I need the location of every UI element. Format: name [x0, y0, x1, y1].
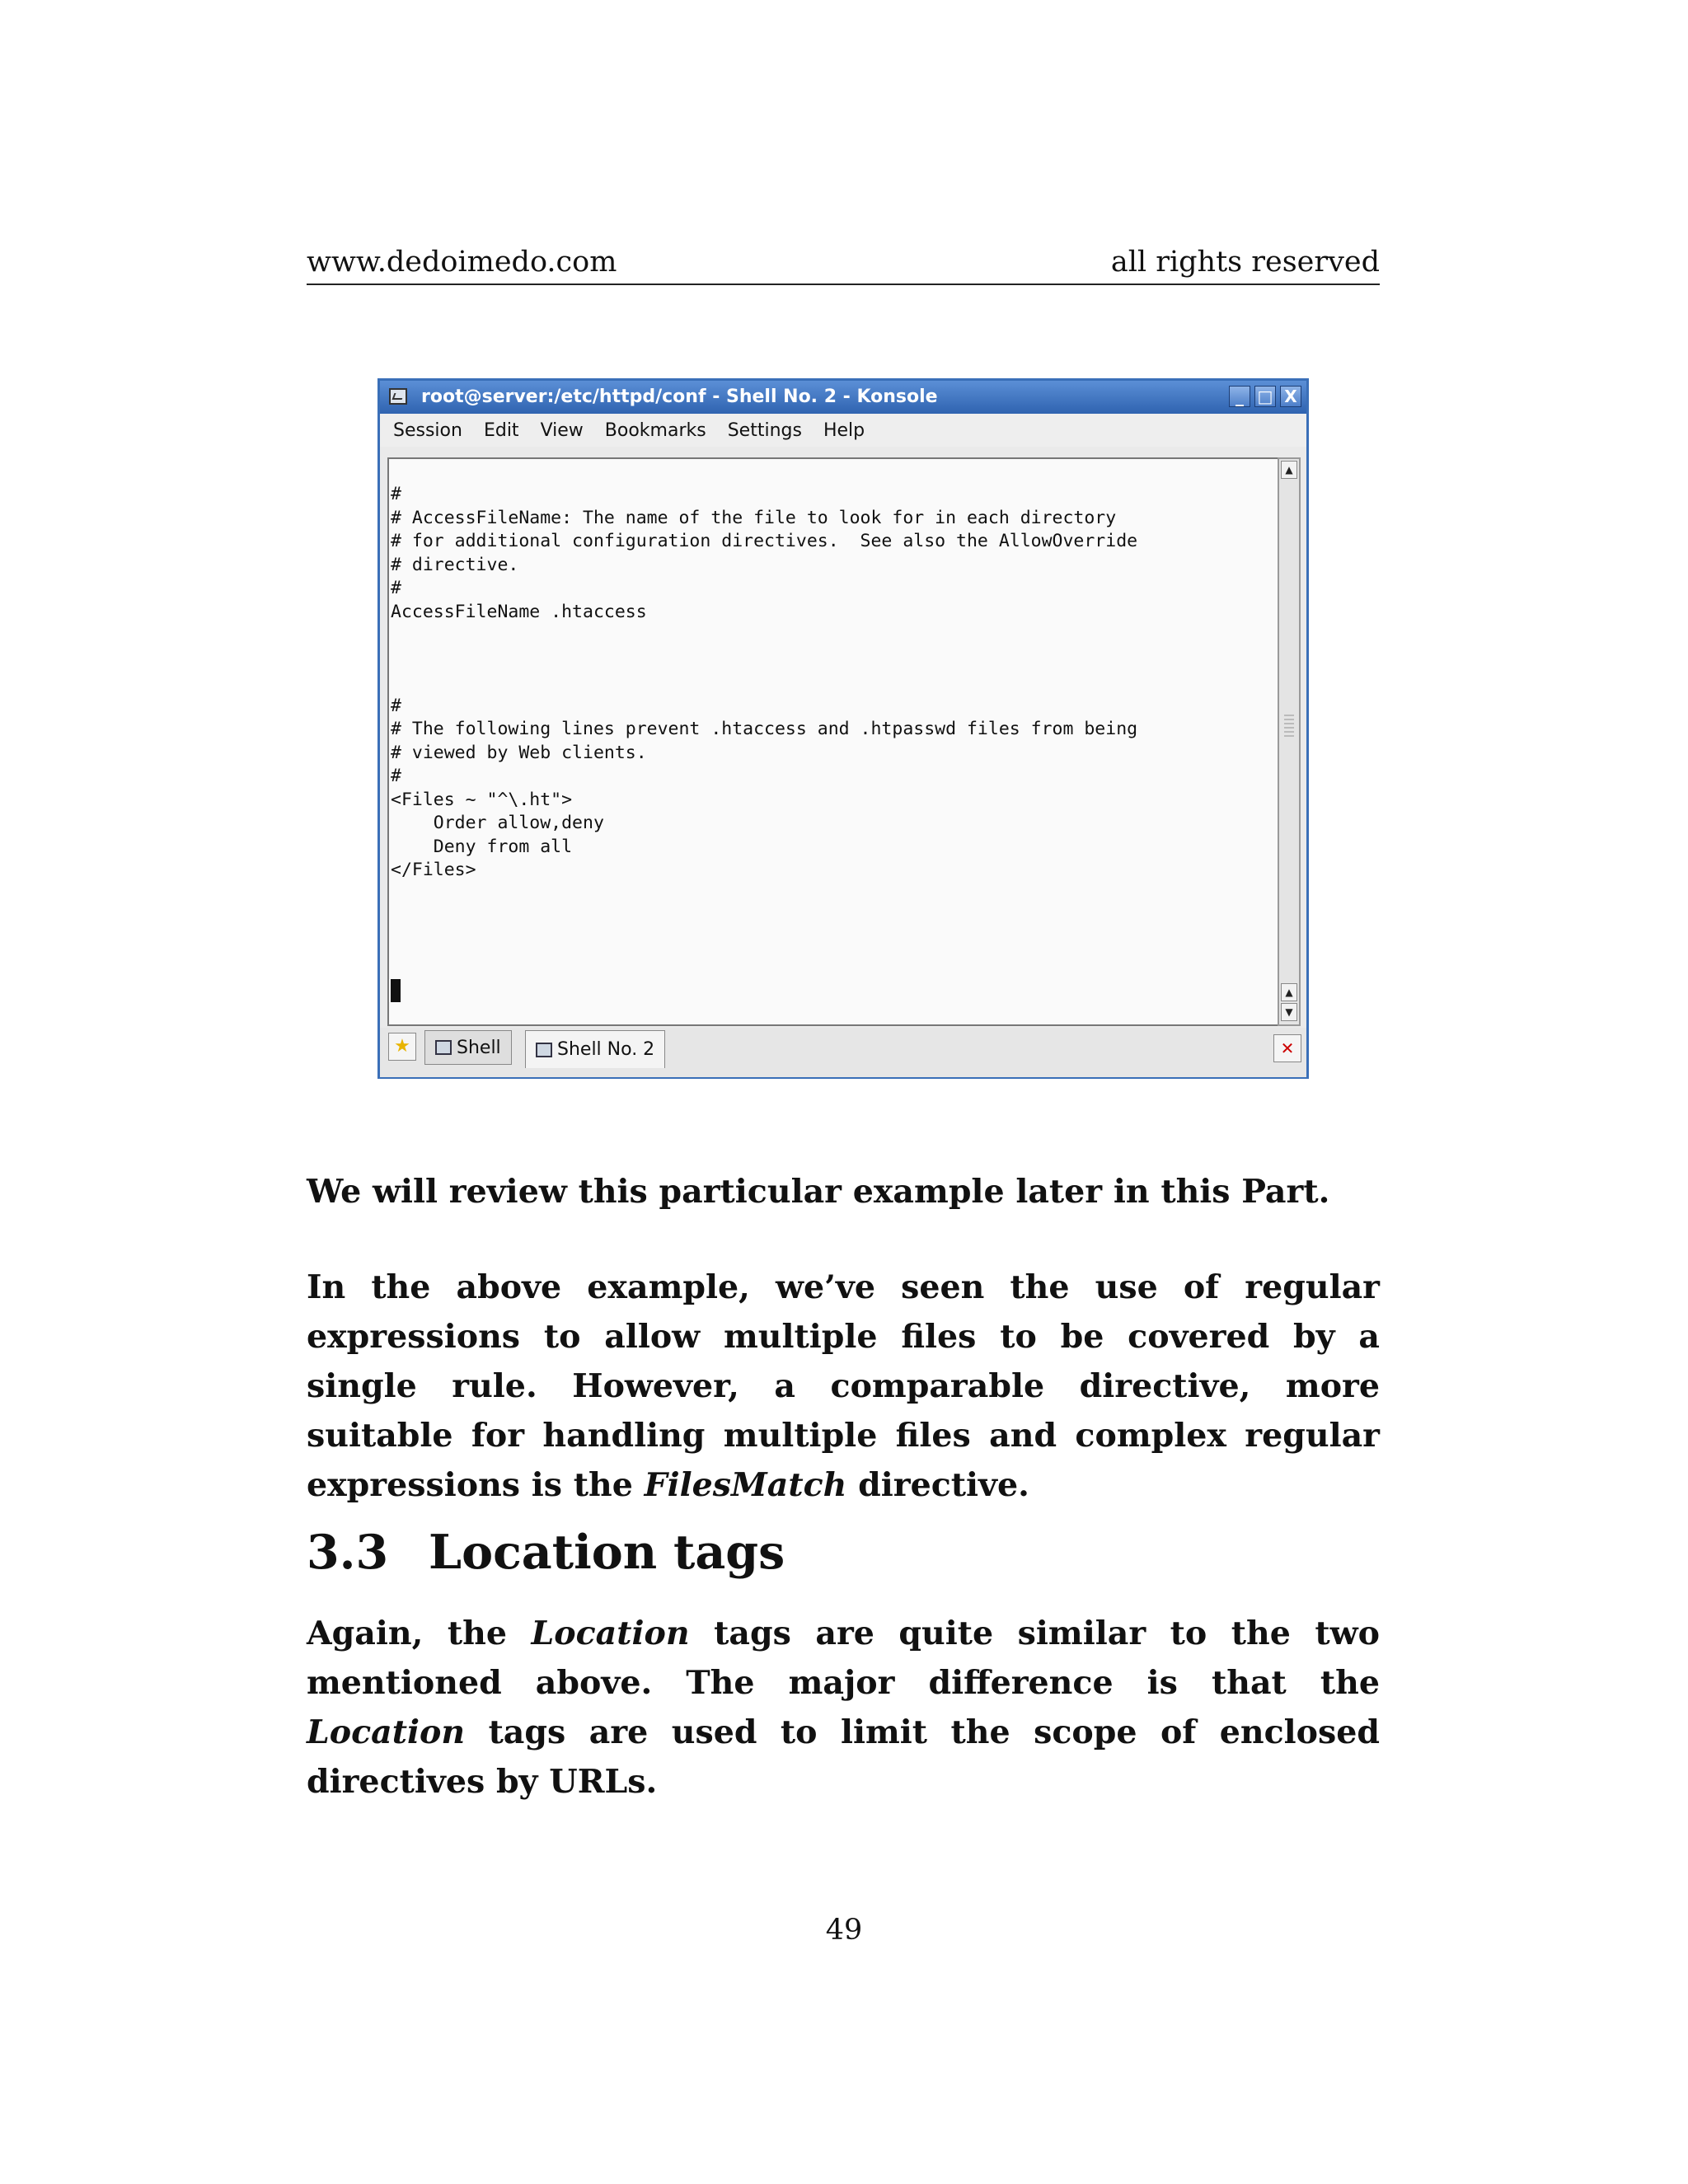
new-session-icon[interactable]: ★: [388, 1033, 416, 1061]
session-tab-bar: [380, 1028, 1306, 1077]
section-heading: [307, 1525, 785, 1580]
tab-shell[interactable]: [424, 1030, 512, 1065]
terminal-icon[interactable]: [389, 388, 407, 405]
terminal-icon: [435, 1040, 452, 1055]
menu-view[interactable]: View: [540, 419, 584, 441]
menu-edit[interactable]: Edit: [483, 419, 519, 441]
text-cursor: [391, 979, 401, 1002]
section-title: Location tags: [429, 1525, 785, 1580]
scrollbar-grip[interactable]: [1284, 715, 1294, 739]
menu-settings[interactable]: Settings: [727, 419, 802, 441]
tab-shell-no-2[interactable]: [525, 1030, 665, 1068]
tab-label: Shell No. 2: [557, 1039, 655, 1060]
terminal-area[interactable]: [387, 457, 1278, 1026]
menu-session[interactable]: Session: [393, 419, 462, 441]
header-site: www.dedoimedo.com: [307, 246, 617, 279]
minimize-button[interactable]: _: [1229, 386, 1250, 407]
menu-help[interactable]: Help: [823, 419, 865, 441]
scroll-down-icon[interactable]: ▼: [1281, 1003, 1297, 1021]
emphasis: FilesMatch: [644, 1466, 847, 1504]
menu-bar: [380, 414, 1306, 447]
vertical-scrollbar[interactable]: [1278, 457, 1301, 1026]
terminal-icon: [536, 1043, 552, 1057]
window-title: root@server:/etc/httpd/conf - Shell No. 2 - Konsole: [421, 387, 938, 407]
emphasis: Location: [531, 1615, 690, 1652]
page-number: 49: [825, 1914, 863, 1947]
paragraph: Again, the Location tags are quite similar to the two mentioned above. The major difference is that the Location tags are used to limit the scope of enclosed directives by URLs.: [307, 1615, 1381, 1801]
scroll-up-icon[interactable]: ▲: [1281, 983, 1297, 1001]
tab-label: Shell: [457, 1037, 501, 1058]
window-controls: [1229, 386, 1301, 407]
emphasis: Location: [307, 1713, 466, 1751]
menu-bookmarks[interactable]: Bookmarks: [604, 419, 706, 441]
konsole-window: [377, 378, 1309, 1079]
terminal-output: # # AccessFileName: The name of the file to look for in each directory # for additional configuration directives. See also the AllowOverride # directive. # AccessFileName .htaccess # # The following lines prevent .htaccess and .htpasswd files from being # viewed by Web clients. # <Files ~ "^\.ht"> Order allow,deny Deny from all </Files>: [391, 484, 1138, 880]
paragraph: In the above example, we’ve seen the use of regular expressions to allow multiple files to be covered by a single rule. However, a comparable directive, more suitable for handling multiple files and complex regular expressions is the FilesMatch directive.: [307, 1268, 1380, 1504]
close-button[interactable]: X: [1280, 386, 1301, 407]
header-rights: all rights reserved: [1110, 246, 1380, 279]
close-session-icon[interactable]: ✕: [1273, 1034, 1301, 1062]
title-bar[interactable]: [380, 381, 1306, 414]
section-number: 3.3: [307, 1525, 389, 1580]
paragraph: We will review this particular example later in this Part.: [307, 1173, 1330, 1211]
maximize-button[interactable]: □: [1254, 386, 1276, 407]
running-header: [307, 244, 1380, 285]
scroll-up-icon[interactable]: ▲: [1281, 461, 1297, 479]
